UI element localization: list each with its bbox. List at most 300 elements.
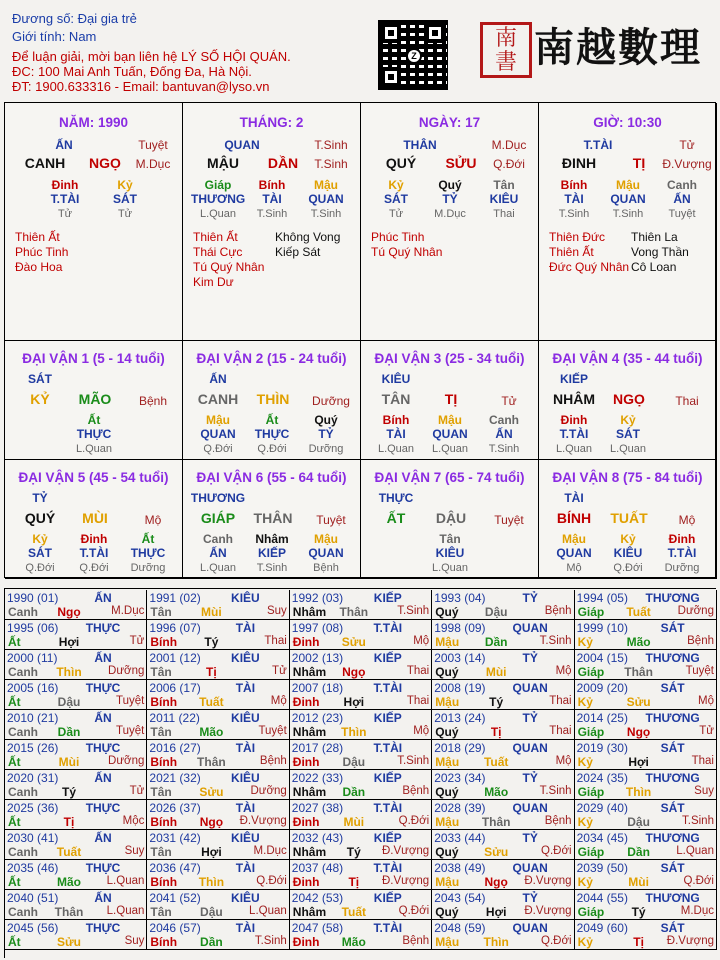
year-stem: Mậu — [435, 634, 460, 649]
dv-hidden-state: Q.Đới — [79, 562, 109, 574]
year-branch: Hợi — [628, 754, 649, 769]
hidden-stem: Kỷ — [388, 178, 404, 192]
dai-van-5 — [183, 460, 361, 579]
year-state: Bệnh — [402, 784, 430, 797]
hidden-stem: Giáp — [204, 178, 232, 192]
pillar-star: ẤN — [55, 138, 73, 152]
year-label: 2039 (50) — [576, 860, 628, 875]
dai-van-trang: Mộ — [678, 513, 696, 527]
year-state: Mộ — [698, 694, 714, 707]
year-state: Suy — [124, 934, 145, 947]
shensha-item: Đào Hoa — [15, 260, 63, 274]
year-star: QUAN — [512, 920, 548, 935]
dv-hidden-stem: Mậu — [314, 532, 338, 546]
year-label: 2041 (52) — [149, 890, 201, 905]
year-star: SÁT — [660, 740, 685, 755]
dv-hidden-star: T.TÀI — [667, 546, 697, 560]
year-label: 1993 (04) — [434, 590, 486, 605]
year-state: Mộc — [122, 814, 145, 827]
dai-van-can: NHÂM — [553, 391, 595, 407]
shensha-item: Thiên Ất — [15, 230, 60, 244]
dv-hidden-star: THỰC — [76, 427, 112, 441]
year-branch: Tị — [63, 814, 75, 829]
dv-hidden-stem: Nhâm — [255, 532, 289, 546]
hidden-stem: Canh — [667, 178, 697, 192]
shensha-item: Thiên Ất — [193, 230, 238, 244]
dv-hidden-star: THỰC — [254, 427, 290, 441]
dv-hidden-state: T.Sinh — [256, 562, 288, 574]
year-star: ẤN — [94, 590, 112, 605]
year-branch: Thân — [624, 664, 653, 679]
year-star: TỶ — [522, 590, 538, 605]
year-cell — [290, 860, 432, 890]
year-star: T.TÀI — [373, 920, 403, 935]
year-branch: Tuất — [56, 844, 82, 859]
year-stem: Kỷ — [577, 874, 593, 889]
year-state: T.Sinh — [539, 634, 572, 647]
year-star: TÀI — [235, 860, 256, 875]
year-stem: Tân — [150, 844, 172, 859]
dai-van-star: KIÊU — [381, 372, 411, 386]
year-star: T.TÀI — [373, 800, 403, 815]
year-star: SÁT — [660, 860, 685, 875]
year-star: THỰC — [85, 920, 121, 935]
dai-van-2 — [361, 341, 539, 460]
year-label: 2015 (26) — [7, 740, 59, 755]
year-label: 2040 (51) — [7, 890, 59, 905]
year-cell — [575, 830, 717, 860]
year-label: 2032 (43) — [291, 830, 344, 845]
year-label: 2006 (17) — [149, 680, 201, 695]
year-stem: Nhâm — [292, 904, 327, 919]
year-cell — [147, 740, 289, 770]
year-cell — [290, 800, 432, 830]
year-stem: Đinh — [292, 934, 320, 949]
year-stem: Mậu — [435, 814, 460, 829]
year-label: 2034 (45) — [576, 830, 628, 845]
year-branch: Dậu — [342, 754, 366, 769]
yearly-table — [4, 588, 716, 958]
year-stem: Mậu — [435, 934, 460, 949]
year-cell — [147, 800, 289, 830]
year-stem: Đinh — [292, 874, 320, 889]
year-star: TÀI — [235, 740, 256, 755]
year-branch: Tị — [633, 934, 644, 949]
year-state: Thai — [691, 754, 714, 767]
year-label: 2031 (42) — [149, 830, 201, 845]
pillar-chi: TỊ — [632, 155, 646, 171]
year-label: 1997 (08) — [291, 620, 344, 635]
year-label: 2030 (41) — [7, 830, 59, 845]
year-star: KIÊU — [231, 830, 260, 845]
year-star: ẤN — [94, 710, 112, 725]
hidden-state: Tử — [117, 208, 133, 220]
dv-hidden-state: Dưỡng — [664, 562, 700, 574]
year-branch: Mão — [484, 784, 509, 799]
year-label: 2001 (12) — [149, 650, 201, 665]
year-state: M.Dục — [111, 604, 145, 617]
year-stem: Nhâm — [292, 724, 327, 739]
dv-hidden-star: QUAN — [432, 427, 468, 441]
year-cell — [432, 590, 574, 620]
year-label: 2005 (16) — [7, 680, 59, 695]
hidden-star: ẤN — [673, 192, 691, 206]
year-branch: Mão — [57, 874, 81, 889]
year-state: Mộ — [555, 664, 572, 677]
year-branch: Tý — [489, 694, 504, 709]
year-state: L.Quan — [106, 904, 145, 917]
year-cell — [290, 740, 432, 770]
year-star: THƯƠNG — [645, 710, 700, 725]
year-cell — [575, 860, 717, 890]
year-branch: Tị — [206, 664, 217, 679]
year-label: 1996 (07) — [149, 620, 201, 635]
dai-van-title: ĐẠI VẬN 3 (25 - 34 tuổi) — [374, 351, 525, 366]
dv-hidden-star: SÁT — [616, 427, 640, 441]
shensha-item-alt: Không Vong — [275, 230, 341, 244]
dai-van-trang: Dưỡng — [312, 394, 350, 408]
hidden-state: Tử — [388, 208, 404, 220]
year-state: Tuyệt — [116, 694, 145, 707]
dv-hidden-stem: Kỷ — [620, 413, 636, 427]
year-star: THỰC — [85, 680, 121, 695]
year-label: 2011 (22) — [149, 710, 200, 725]
year-cell — [432, 740, 574, 770]
year-label: 2003 (14) — [434, 650, 486, 665]
year-stem: Nhâm — [292, 604, 327, 619]
year-label: 2016 (27) — [149, 740, 201, 755]
year-branch: Thìn — [483, 934, 509, 949]
shensha-item-alt: Vong Thần — [631, 245, 689, 259]
year-star: QUAN — [512, 680, 548, 695]
pillar-chi: SỬU — [445, 155, 477, 171]
hidden-state: T.Sinh — [558, 208, 590, 220]
dai-van-chi: TUẤT — [610, 510, 648, 526]
pillar-star: QUAN — [224, 138, 260, 152]
year-stem: Mậu — [435, 754, 460, 769]
year-branch: Ngọ — [342, 664, 366, 679]
dv-hidden-stem: Đinh — [560, 413, 588, 427]
year-state: Đ.Vượng — [524, 874, 572, 887]
year-state: Bệnh — [687, 634, 714, 647]
year-cell — [432, 650, 574, 680]
year-star: T.TÀI — [373, 860, 403, 875]
year-cell — [5, 650, 147, 680]
year-state: Mộ — [270, 694, 287, 707]
year-cell — [290, 710, 432, 740]
year-state: L.Quan — [249, 904, 287, 917]
year-cell — [290, 650, 432, 680]
dai-van-can: ẤT — [386, 510, 406, 526]
year-star: QUAN — [512, 620, 548, 635]
year-branch: Tuất — [341, 904, 367, 919]
year-state: Suy — [694, 784, 714, 797]
year-branch: Sửu — [199, 784, 224, 799]
shensha-item: Thái Cực — [193, 245, 243, 259]
year-star: THƯƠNG — [645, 770, 700, 785]
year-label: 1991 (02) — [149, 590, 201, 605]
year-star: TÀI — [235, 680, 256, 695]
shensha-item: Tú Quý Nhân — [371, 245, 443, 259]
year-star: TÀI — [235, 620, 256, 635]
year-label: 2017 (28) — [291, 740, 344, 755]
year-label: 2038 (49) — [434, 860, 486, 875]
year-state: Thai — [406, 664, 430, 677]
year-cell — [432, 860, 574, 890]
year-star: KIẾP — [373, 770, 402, 785]
dv-hidden-stem: Mậu — [206, 413, 230, 427]
year-state: Q.Đới — [541, 844, 572, 857]
year-state: M.Dục — [253, 844, 287, 857]
year-label: 2008 (19) — [434, 680, 486, 695]
year-cell — [290, 620, 432, 650]
year-label: 2007 (18) — [291, 680, 344, 695]
hidden-stem: Kỷ — [117, 178, 133, 192]
dv-hidden-star: ẤN — [209, 546, 227, 560]
pillar-star: T.TÀI — [583, 138, 613, 152]
year-stem: Mậu — [435, 874, 460, 889]
year-stem: Bính — [150, 694, 178, 709]
dai-van-title: ĐẠI VẬN 7 (65 - 74 tuổi) — [374, 470, 525, 485]
year-star: T.TÀI — [373, 680, 403, 695]
dai-van-trang: Tuyệt — [316, 513, 346, 527]
shensha-item-alt: Cô Loan — [631, 260, 677, 274]
year-cell — [5, 920, 147, 950]
year-branch: Tý — [346, 844, 361, 859]
year-star: SÁT — [660, 620, 685, 635]
hidden-state: T.Sinh — [612, 208, 644, 220]
year-stem: Bính — [150, 934, 178, 949]
hidden-star: TỶ — [442, 192, 458, 206]
year-stem: Tân — [150, 604, 172, 619]
year-cell — [290, 680, 432, 710]
year-branch: Tuất — [199, 694, 224, 709]
dai-van-1 — [183, 341, 361, 460]
dai-van-can: GIÁP — [200, 510, 236, 526]
year-label: 2042 (53) — [291, 890, 344, 905]
year-cell — [5, 830, 147, 860]
year-branch: Ngọ — [199, 814, 224, 829]
shensha-item: Thiên Ất — [549, 245, 594, 259]
year-star: SÁT — [660, 680, 685, 695]
year-star: THỰC — [85, 740, 121, 755]
pillar-tuyet: Tuyệt — [138, 138, 168, 152]
gender: Giới tính: Nam — [12, 29, 97, 44]
year-label: 2033 (44) — [434, 830, 486, 845]
year-stem: Canh — [8, 664, 38, 679]
year-state: L.Quan — [676, 844, 714, 857]
dv-hidden-state: Q.Đới — [257, 443, 287, 455]
year-branch: Tý — [631, 904, 646, 919]
dv-hidden-star: SÁT — [28, 546, 52, 560]
brand-logo: 南越數理 — [534, 24, 702, 71]
year-cell — [5, 860, 147, 890]
year-branch: Mùi — [485, 664, 507, 679]
year-stem: Kỷ — [577, 814, 593, 829]
year-stem: Kỷ — [577, 934, 593, 949]
year-state: Thai — [549, 724, 572, 737]
year-label: 2044 (55) — [576, 890, 628, 905]
dai-van-7 — [539, 460, 717, 579]
year-stem: Giáp — [577, 724, 605, 739]
year-star: KIẾP — [373, 710, 402, 725]
pillar-2 — [361, 103, 539, 341]
year-branch: Tý — [61, 784, 76, 799]
dv-hidden-stem: Canh — [203, 532, 233, 546]
year-star: TỶ — [522, 710, 538, 725]
dai-van-trang: Tử — [501, 394, 517, 408]
year-branch: Ngọ — [484, 874, 508, 889]
year-stem: Bính — [150, 634, 178, 649]
year-cell — [575, 800, 717, 830]
dai-van-title: ĐẠI VẬN 4 (35 - 44 tuổi) — [552, 351, 703, 366]
year-state: Suy — [124, 844, 145, 857]
year-stem: Canh — [8, 724, 38, 739]
year-branch: Tị — [490, 724, 502, 739]
year-cell — [290, 920, 432, 950]
pillar-title: NĂM: 1990 — [58, 115, 129, 130]
dv-hidden-star: T.TÀI — [559, 427, 589, 441]
year-state: Tuyệt — [685, 664, 714, 677]
year-branch: Hợi — [485, 904, 507, 919]
year-stem: Nhâm — [292, 844, 327, 859]
year-branch: Mão — [626, 634, 651, 649]
year-label: 2010 (21) — [7, 710, 59, 725]
year-stem: Ất — [8, 874, 21, 889]
year-label: 2043 (54) — [434, 890, 486, 905]
dai-van-chi: TỊ — [444, 391, 458, 407]
year-stem: Kỷ — [577, 634, 593, 649]
year-branch: Dậu — [484, 604, 508, 619]
dv-hidden-stem: Kỷ — [32, 532, 48, 546]
year-state: Tuyệt — [116, 724, 145, 737]
year-state: T.Sinh — [682, 814, 714, 827]
year-star: KIÊU — [231, 890, 260, 905]
dai-van-star: SÁT — [28, 372, 52, 386]
year-branch: Thân — [481, 814, 511, 829]
year-stem: Tân — [150, 724, 172, 739]
dai-van-can: TÂN — [381, 391, 411, 407]
dv-hidden-star: KIÊU — [613, 546, 643, 560]
qr-center-logo: Z — [406, 48, 422, 64]
year-stem: Quý — [435, 904, 459, 919]
year-state: Thai — [264, 634, 287, 647]
year-branch: Hợi — [58, 634, 80, 649]
year-state: L.Quan — [106, 874, 145, 887]
year-stem: Tân — [150, 664, 172, 679]
dai-van-chi: MÃO — [78, 391, 112, 407]
year-label: 2013 (24) — [434, 710, 486, 725]
year-stem: Tân — [150, 904, 172, 919]
dai-van-0 — [5, 341, 183, 460]
dv-hidden-state: L.Quan — [377, 443, 415, 455]
year-star: QUAN — [512, 740, 548, 755]
year-star: THƯƠNG — [645, 590, 700, 605]
dai-van-trang: Bệnh — [138, 394, 168, 408]
hidden-star: THƯƠNG — [191, 192, 246, 206]
year-star: THƯƠNG — [645, 890, 700, 905]
main-chart — [4, 102, 716, 578]
dai-van-star: TỶ — [32, 491, 48, 505]
pillar-title: GIỜ: 10:30 — [593, 115, 662, 130]
year-cell — [290, 590, 432, 620]
dv-hidden-state: L.Quan — [199, 562, 237, 574]
year-stem: Đinh — [292, 754, 320, 769]
shensha-item: Đức Quý Nhân — [549, 260, 630, 274]
year-branch: Mùi — [343, 814, 365, 829]
dv-hidden-star: TÀI — [386, 427, 406, 441]
hidden-state: Thai — [493, 208, 515, 220]
year-label: 2046 (57) — [149, 920, 201, 935]
year-state: T.Sinh — [397, 754, 430, 767]
year-cell — [147, 680, 289, 710]
year-label: 2036 (47) — [149, 860, 201, 875]
year-stem: Ất — [8, 634, 21, 649]
year-cell — [147, 830, 289, 860]
year-state: Q.Đới — [256, 874, 287, 887]
year-label: 2047 (58) — [291, 920, 344, 935]
dai-van-star: THƯƠNG — [190, 491, 246, 505]
dai-van-trang: Thai — [675, 394, 699, 408]
dai-van-title: ĐẠI VẬN 5 (45 - 54 tuổi) — [18, 470, 169, 485]
year-cell — [147, 920, 289, 950]
year-star: THỰC — [85, 860, 121, 875]
dai-van-title: ĐẠI VẬN 2 (15 - 24 tuổi) — [196, 351, 347, 366]
year-label: 2000 (11) — [7, 650, 58, 665]
dv-hidden-state: L.Quan — [75, 443, 113, 455]
year-stem: Giáp — [577, 664, 605, 679]
pillar-title: NGÀY: 17 — [418, 115, 481, 130]
year-cell — [290, 770, 432, 800]
year-state: M.Dục — [680, 904, 714, 917]
year-star: SÁT — [660, 800, 685, 815]
year-branch: Mão — [199, 724, 224, 739]
year-state: Thai — [406, 694, 430, 707]
dv-hidden-star: KIÊU — [435, 546, 465, 560]
year-branch: Tuất — [483, 754, 509, 769]
year-branch: Thân — [339, 604, 369, 619]
year-label: 2022 (33) — [291, 770, 344, 785]
year-branch: Dần — [627, 844, 650, 859]
dv-hidden-state: Mộ — [566, 562, 582, 574]
dv-hidden-stem: Mậu — [438, 413, 462, 427]
year-cell — [5, 770, 147, 800]
year-cell — [147, 890, 289, 920]
phone-email[interactable]: ĐT: 1900.633316 - Email: bantuvan@lyso.vn — [12, 79, 270, 94]
year-branch: Mùi — [201, 604, 222, 619]
dai-van-can: CANH — [197, 391, 239, 407]
dai-van-star: ẤN — [209, 372, 227, 386]
year-branch: Sửu — [56, 934, 82, 949]
year-cell — [147, 590, 289, 620]
year-state: Tử — [129, 634, 145, 647]
dv-hidden-stem: Quý — [314, 413, 338, 427]
year-branch: Thân — [197, 754, 226, 769]
year-branch: Dần — [57, 724, 81, 739]
year-cell — [5, 620, 147, 650]
year-cell — [432, 920, 574, 950]
year-branch: Dần — [200, 934, 223, 949]
hidden-star: SÁT — [384, 192, 408, 206]
hidden-stem: Mậu — [616, 178, 640, 192]
year-cell — [432, 710, 574, 740]
header — [0, 0, 720, 100]
pillar-tuyet: Tử — [679, 138, 695, 152]
dai-van-star: TÀI — [564, 491, 584, 505]
dai-van-trang: Tuyệt — [494, 513, 524, 527]
year-stem: Ất — [8, 934, 21, 949]
year-cell — [575, 770, 717, 800]
